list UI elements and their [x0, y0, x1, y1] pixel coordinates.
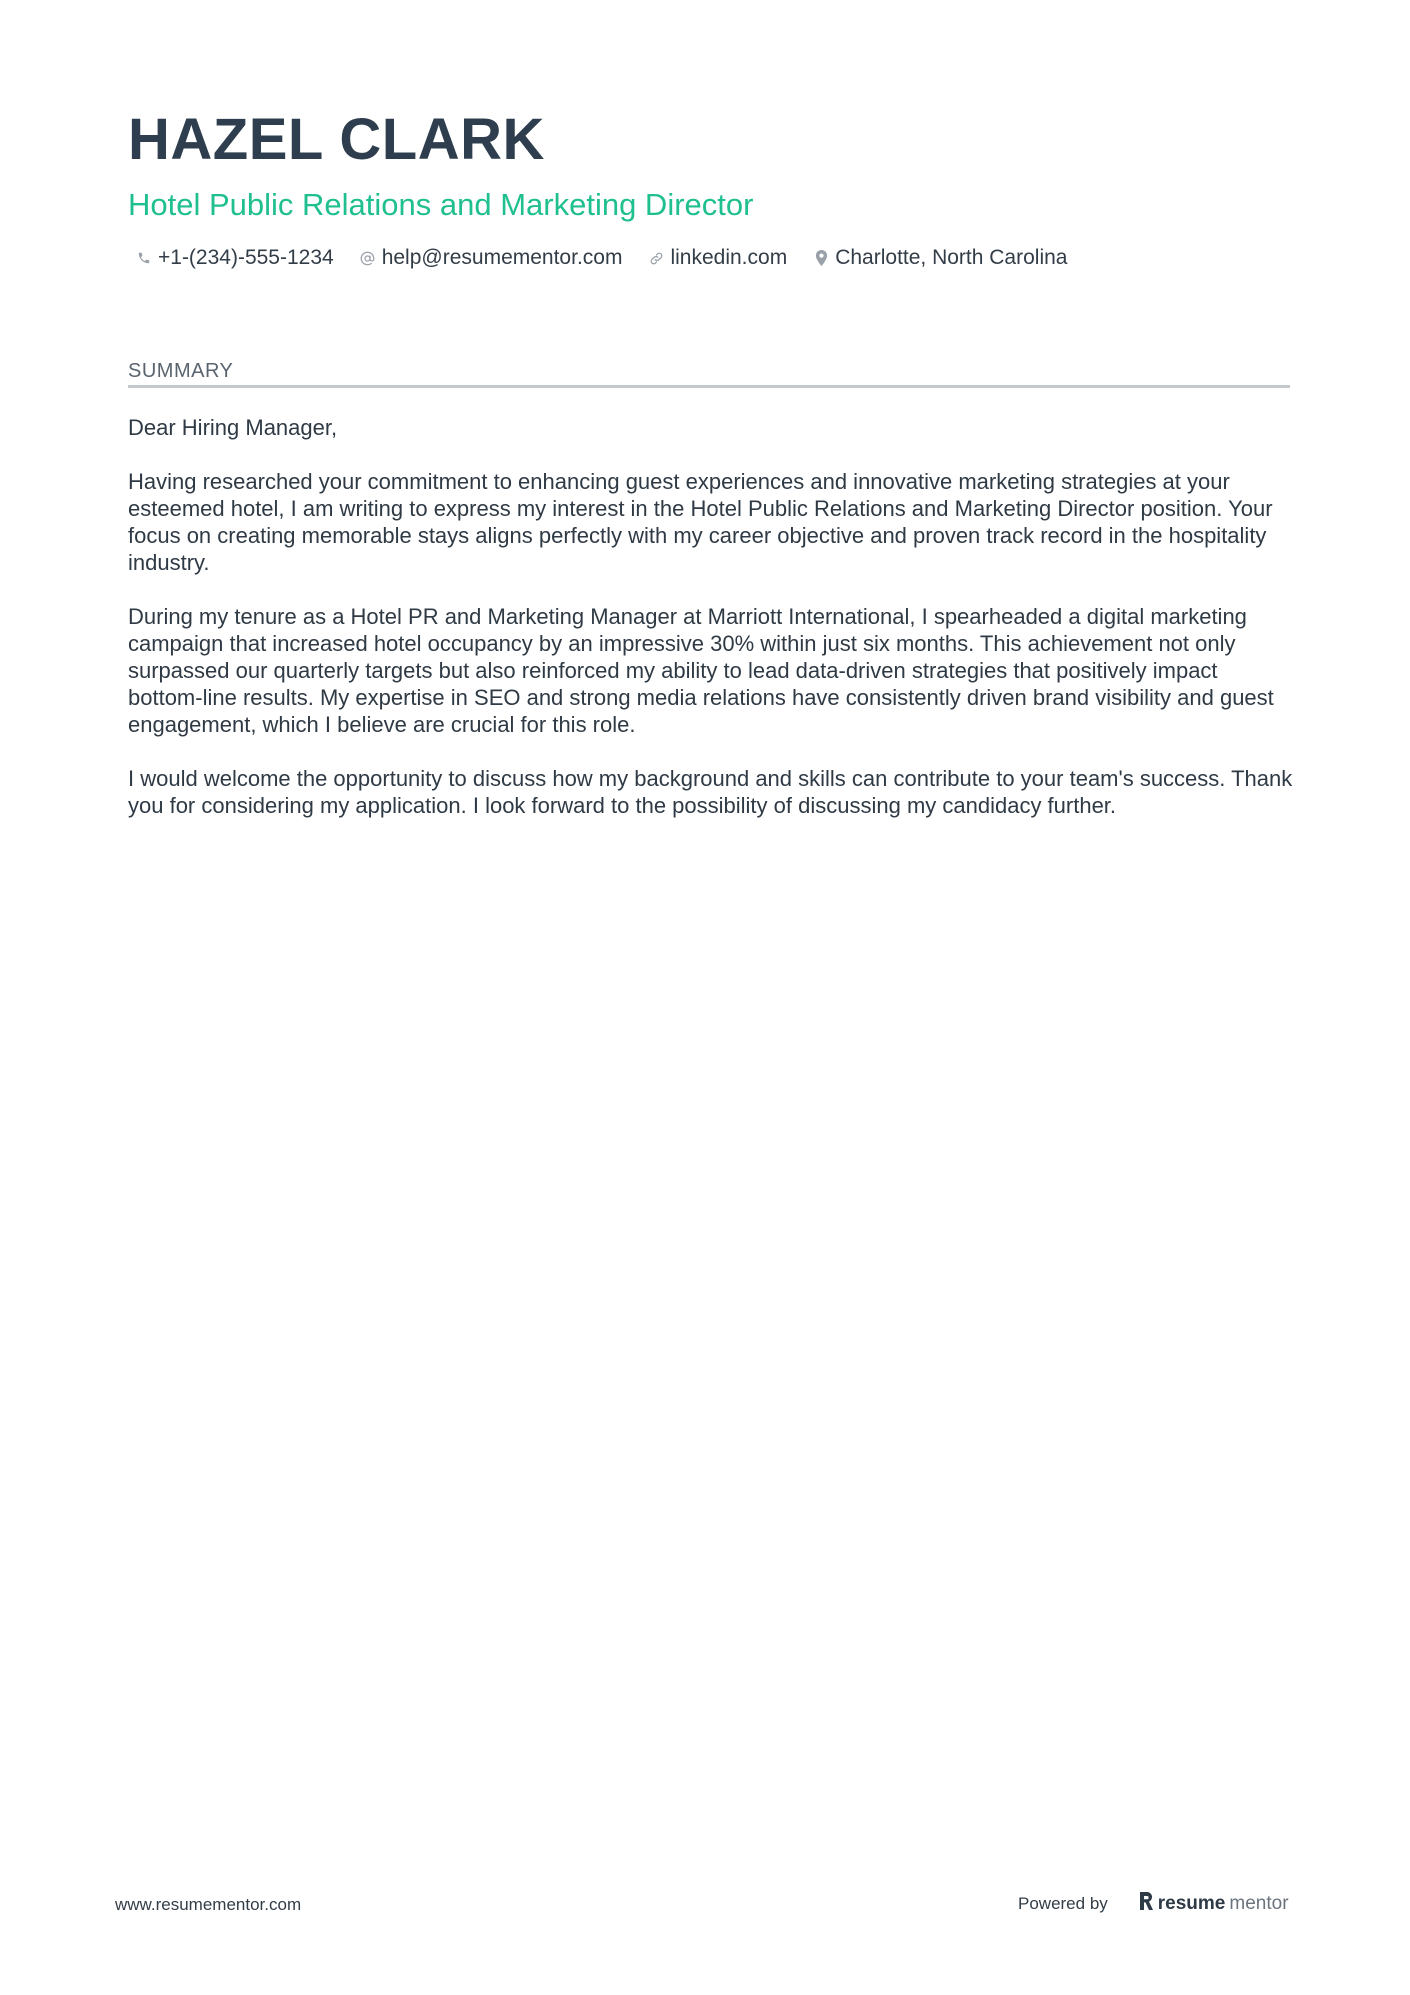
letter-body — [128, 414, 1298, 846]
contact-email — [360, 246, 623, 270]
contact-website — [648, 246, 787, 270]
candidate-name: HAZEL CLARK — [128, 107, 545, 172]
letter-paragraph-2: During my tenure as a Hotel PR and Marketing Manager at Marriott International, I spearheaded a digital marketing campaign that increased hotel occupancy by an impressive 30% within just six months. This achievement not only surpassed our quarterly targets but also reinforced my ability to lead data-driven strategies that positively impact bottom-line results. My expertise in SEO and strong media relations have consistently driven brand visibility and guest engagement, which I believe are crucial for this role. — [128, 604, 1274, 737]
brand-logo[interactable] — [1138, 1891, 1289, 1917]
phone-icon — [136, 249, 152, 267]
brand-text-light: mentor — [1229, 1893, 1289, 1914]
contact-location — [813, 246, 1067, 270]
email-text[interactable]: help@resumementor.com — [381, 246, 623, 269]
letter-paragraph-1: Having researched your commitment to enhancing guest experiences and innovative marketing strategies at your esteemed hotel, I am writing to express my interest in the Hotel Public Relations and Marketing Director position. Your focus on creating memorable stays aligns perfectly with my career objective and proven track record in the hospitality industry. — [128, 469, 1273, 575]
website-text[interactable]: linkedin.com — [670, 246, 788, 269]
powered-by-label: Powered by — [1018, 1894, 1108, 1913]
footer-website[interactable]: www.resumementor.com — [115, 1895, 302, 1914]
location-text: Charlotte, North Carolina — [835, 246, 1068, 269]
brand-mark-icon — [1138, 1891, 1154, 1917]
letter-greeting: Dear Hiring Manager, — [128, 415, 338, 440]
at-icon — [360, 249, 376, 267]
summary-heading: SUMMARY — [128, 360, 1290, 388]
contact-phone — [136, 246, 334, 270]
phone-text: +1-(234)-555-1234 — [158, 246, 334, 269]
contact-bar — [136, 246, 1067, 270]
location-pin-icon — [813, 249, 829, 267]
letter-paragraph-3: I would welcome the opportunity to discuss how my background and skills can contribute to your team's success. Thank you for considering my application. I look forward to the possibility of discussing my candidacy further. — [128, 766, 1293, 818]
footer-powered-by — [1018, 1891, 1289, 1917]
candidate-role: Hotel Public Relations and Marketing Director — [128, 187, 754, 222]
link-icon — [648, 249, 664, 267]
brand-text-bold: resume — [1157, 1893, 1226, 1914]
